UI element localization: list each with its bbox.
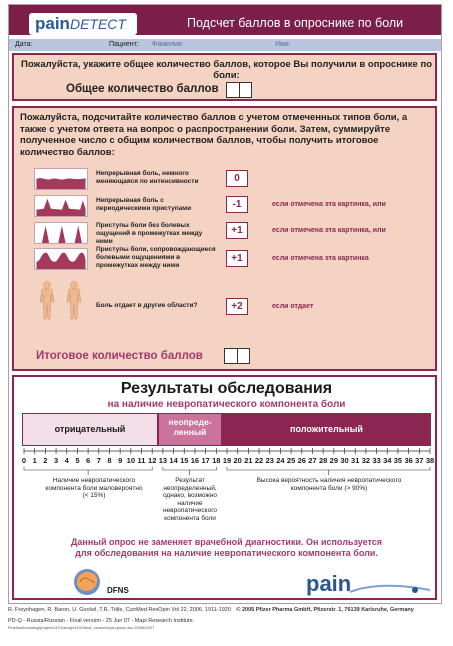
- pattern-attacks-with-pain-note: если отмечена эта картинка: [272, 255, 369, 262]
- pattern-persistent-score: 0: [226, 170, 248, 187]
- scale-tick-label: 10: [126, 456, 136, 465]
- scale-tick-label: 21: [244, 456, 253, 465]
- scale-tick-label: 14: [169, 456, 178, 465]
- scale-tick-label: 26: [297, 456, 306, 465]
- paindetect-logo: [29, 13, 137, 35]
- footer-citation-row: [8, 607, 414, 613]
- scale-tick-label: 8: [107, 456, 112, 465]
- footer-file-path: Final\bulk\catalog\project\4101\study\4101\final_versions\pd-qrusq.doc-25/06/2007: [8, 625, 155, 630]
- disclaimer-line: Данный опрос не заменяет врачебной диагностики. Он используется для обследования на наличие невропатического компонента боли.: [70, 537, 383, 558]
- unclear-range-bar: [158, 413, 222, 446]
- scale-tick-label: 9: [118, 456, 123, 465]
- results-title: Результаты обследования: [120, 380, 333, 397]
- name-field[interactable]: Имя:: [275, 41, 291, 48]
- scale-tick-label: 35: [393, 456, 403, 465]
- total-score-label: Общее количество баллов: [66, 83, 219, 95]
- pain-logo-text: pain: [306, 571, 352, 596]
- total-score-section: [12, 53, 437, 101]
- scale-tick-label: 30: [340, 456, 349, 465]
- pattern-attacks-text: Непрерывная боль с периодическими приступами: [96, 197, 192, 212]
- radiating-score: +2: [226, 298, 248, 315]
- scale-tick-label: 24: [276, 456, 285, 465]
- pattern-attacks-with-pain-text: Приступы боли, сопровождающиеся болевыми ощущениями в промежутках между ними: [96, 246, 216, 269]
- results-subtitle: на наличие невропатического компонента боли: [107, 399, 346, 410]
- scale-tick-label: 34: [383, 456, 392, 465]
- scale-tick-label: 13: [158, 456, 168, 465]
- negative-description: Наличие невропатического компонента боли маловероятно (< 15%): [45, 477, 143, 499]
- pain-pattern-instruction: Пожалуйста, подсчитайте количество баллов с учетом отмеченных типов боли, а также с учетом ответа на вопрос о распространении боли. Затем, суммируйте полученное число с общим количеством баллов, чтобы получить итоговое количество баллов:: [20, 112, 408, 158]
- scale-tick-label: 5: [75, 456, 80, 465]
- scale-tick-label: 2: [43, 456, 48, 465]
- date-label: Дата:: [15, 41, 33, 48]
- unclear-description: Результат неопределенный, однако, возможно наличие невропатического компонента боли: [162, 477, 218, 522]
- scale-tick-label: 33: [372, 456, 381, 465]
- scale-bracket: [24, 467, 152, 475]
- scale-bracket: [163, 467, 216, 475]
- footer-version: PD-Q - Russia/Russian - Final version - 25 Jun 07 - Mapi Research Institute.: [8, 618, 195, 624]
- patient-info-bar: [9, 39, 441, 51]
- scale-tick-label: 19: [222, 456, 232, 465]
- scale-tick-label: 11: [137, 456, 146, 465]
- positive-label: положительный: [290, 424, 363, 434]
- scale-tick-label: 18: [212, 456, 221, 465]
- scale-tick-label: 3: [53, 456, 59, 465]
- scale-tick-label: 12: [148, 456, 157, 465]
- logo-light: DETECT: [69, 16, 126, 32]
- negative-label: отрицательный: [54, 424, 126, 434]
- final-score-label: Итоговое количество баллов: [36, 350, 203, 362]
- scale-tick-label: 38: [425, 456, 435, 465]
- disclaimer-text: [0, 537, 453, 559]
- surname-field[interactable]: Фамилия:: [152, 41, 184, 48]
- pattern-attacks-no-pain-icon: [34, 222, 88, 244]
- scale-tick-label: 1: [32, 456, 37, 465]
- scale-tick-label: 27: [308, 456, 317, 465]
- total-score-input[interactable]: [226, 82, 252, 98]
- footer-copyright: © 2005 Pfizer Pharma GmbH, Pfizerstr. 1, 76139 Karlsruhe, Germany: [236, 607, 414, 613]
- final-score-input[interactable]: [224, 348, 250, 364]
- radiating-text: Боль отдает в другие области?: [96, 302, 198, 309]
- scale-tick-label: 7: [96, 456, 101, 465]
- scale-tick-label: 37: [415, 456, 424, 465]
- pattern-persistent-icon: [34, 168, 88, 190]
- scale-tick-label: 20: [233, 456, 242, 465]
- scale-tick-label: 29: [329, 456, 339, 465]
- positive-description: Высока вероятность наличия невропатического компонента боли (> 90%): [256, 477, 402, 492]
- pattern-attacks-no-pain-text: Приступы боли без болевых ощущений в промежутках между ними: [96, 222, 203, 245]
- negative-range-bar: [22, 413, 158, 446]
- scale-tick-label: 0: [21, 456, 27, 465]
- pattern-attacks-with-pain-icon: [34, 248, 88, 270]
- scale-tick-label: 31: [351, 456, 360, 465]
- pattern-attacks-icon: [34, 195, 88, 217]
- pattern-attacks-no-pain-score: +1: [226, 222, 248, 239]
- pattern-attacks-no-pain-note: если отмечена эта картинка, или: [272, 227, 386, 234]
- header-bar: [9, 5, 441, 35]
- scale-tick-label: 28: [318, 456, 328, 465]
- scale-bracket: [227, 467, 430, 475]
- scale-tick-label: 32: [361, 456, 371, 465]
- page-title: Подсчет баллов в опроснике по боли: [187, 16, 404, 30]
- pattern-attacks-with-pain-score: +1: [226, 250, 248, 267]
- dfns-brain-icon: [72, 567, 102, 597]
- pain-pattern-section: [12, 106, 437, 371]
- body-figures-icon: [34, 280, 88, 320]
- footer-citation: R. Freynhagen, R. Baron, U. Gockel, T.R. Tölle, CurrMed ResOpin Vol 22, 2006, 1911-1920: [8, 607, 231, 613]
- logo-bold: pain: [35, 14, 70, 33]
- scale-tick-label: 22: [254, 456, 264, 465]
- radiating-note: если отдает: [272, 303, 314, 310]
- dfns-logo-text: DFNS: [107, 586, 129, 595]
- score-scale: [14, 447, 439, 477]
- patient-label: Пациент:: [109, 41, 139, 48]
- pattern-attacks-note: если отмечена эта картинка, или: [272, 201, 386, 208]
- scale-tick-label: 25: [286, 456, 296, 465]
- pattern-persistent-text: Непрерывная боль, немного меняющаяся по интенсивности: [96, 170, 199, 185]
- total-score-instruction: Пожалуйста, укажите общее количество баллов, которое Вы получили в опроснике по боли:: [20, 59, 432, 81]
- scale-tick-label: 15: [180, 456, 189, 465]
- pattern-attacks-score: -1: [226, 196, 248, 213]
- pain-logo-swoosh: [350, 582, 430, 598]
- scale-tick-label: 36: [404, 456, 413, 465]
- scale-tick-label: 6: [86, 456, 91, 465]
- scale-tick-label: 4: [64, 456, 69, 465]
- scale-tick-label: 16: [190, 456, 200, 465]
- positive-range-bar: [222, 413, 431, 446]
- scale-tick-label: 17: [201, 456, 210, 465]
- unclear-label: неопреде- ленный: [168, 417, 212, 437]
- scale-tick-label: 23: [265, 456, 274, 465]
